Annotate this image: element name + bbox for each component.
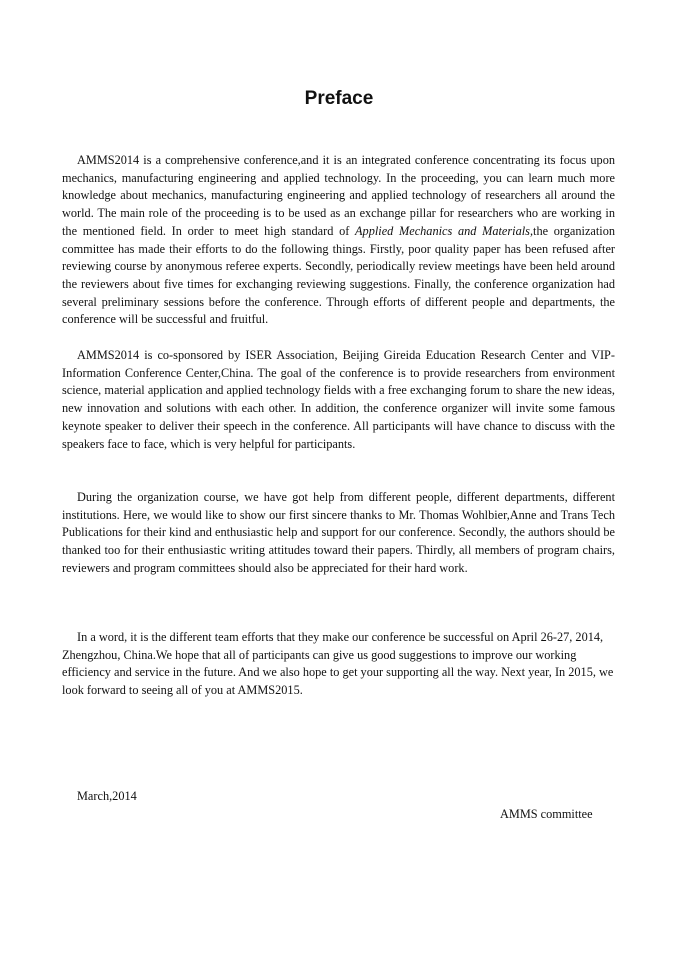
paragraph-acknowledgements: During the organization course, we have got help from different people, different departments, different institutions. Here, we would like to show our first sincere thanks to Mr. Thomas Wohlbier,Anne and Trans Tech Publications for their kind and enthusiastic help and support for our conference. Secondly, the authors should be thanked too for their enthusiastic writing attitudes toward their papers. Thirdly, all members of program chairs, reviewers and program committees should also be appreciated for their hard work. [62,490,615,575]
paragraph-intro-text: AMMS2014 is a comprehensive conference,and it is an integrated conference concentrating its focus upon mechanics, manufacturing engineering and applied technology. In the proceeding, you can learn much more knowledge about mechanics, manufacturing engineering and applied technology of researchers all around the world. The main role of the proceeding is to be used as an exchange pillar for researchers who are working in the mentioned field. In order to meet high standard of [62,153,615,238]
preface-date: March,2014 [77,789,137,803]
paragraph-intro [62,152,615,329]
paragraph-closing: In a word, it is the different team efforts that they make our conference be successful on April 26-27, 2014, Zhengzhou, China.We hope that all of participants can give us good suggestions to improve our working efficiency and service in the future. And we also hope to get your supporting all the way. Next year, In 2015, we look forward to seeing all of you at AMMS2015. [62,630,614,698]
paragraph-intro-text-continued: the organization committee has made their efforts to do the following things. Firstly, poor quality paper has been refused after reviewing course by anonymous referee experts. Secondly, periodically review meetings have been held around the reviewers about five times for exchanging reviewing suggestions. Finally, the conference organization had several preliminary sessions before the conference. Through efforts of different people and departments, the conference will be successful and fruitful. [62,223,616,327]
journal-title: Applied Mechanics and Materials, [355,223,534,238]
signature: AMMS committee [500,807,593,821]
page-title: Preface [304,88,374,109]
paragraph-sponsors: AMMS2014 is co-sponsored by ISER Association, Beijing Gireida Education Research Center and VIP-Information Conference Center,China. The goal of the conference is to provide researchers from environment science, material application and applied technology fields with a free exchanging forum to share the new ideas, new innovation and solutions with each other. In addition, the conference organizer will invite some famous keynote speaker to deliver their speech in the conference. All participants will have chance to discuss with the speakers face to face, which is very helpful for participants. [62,348,615,451]
